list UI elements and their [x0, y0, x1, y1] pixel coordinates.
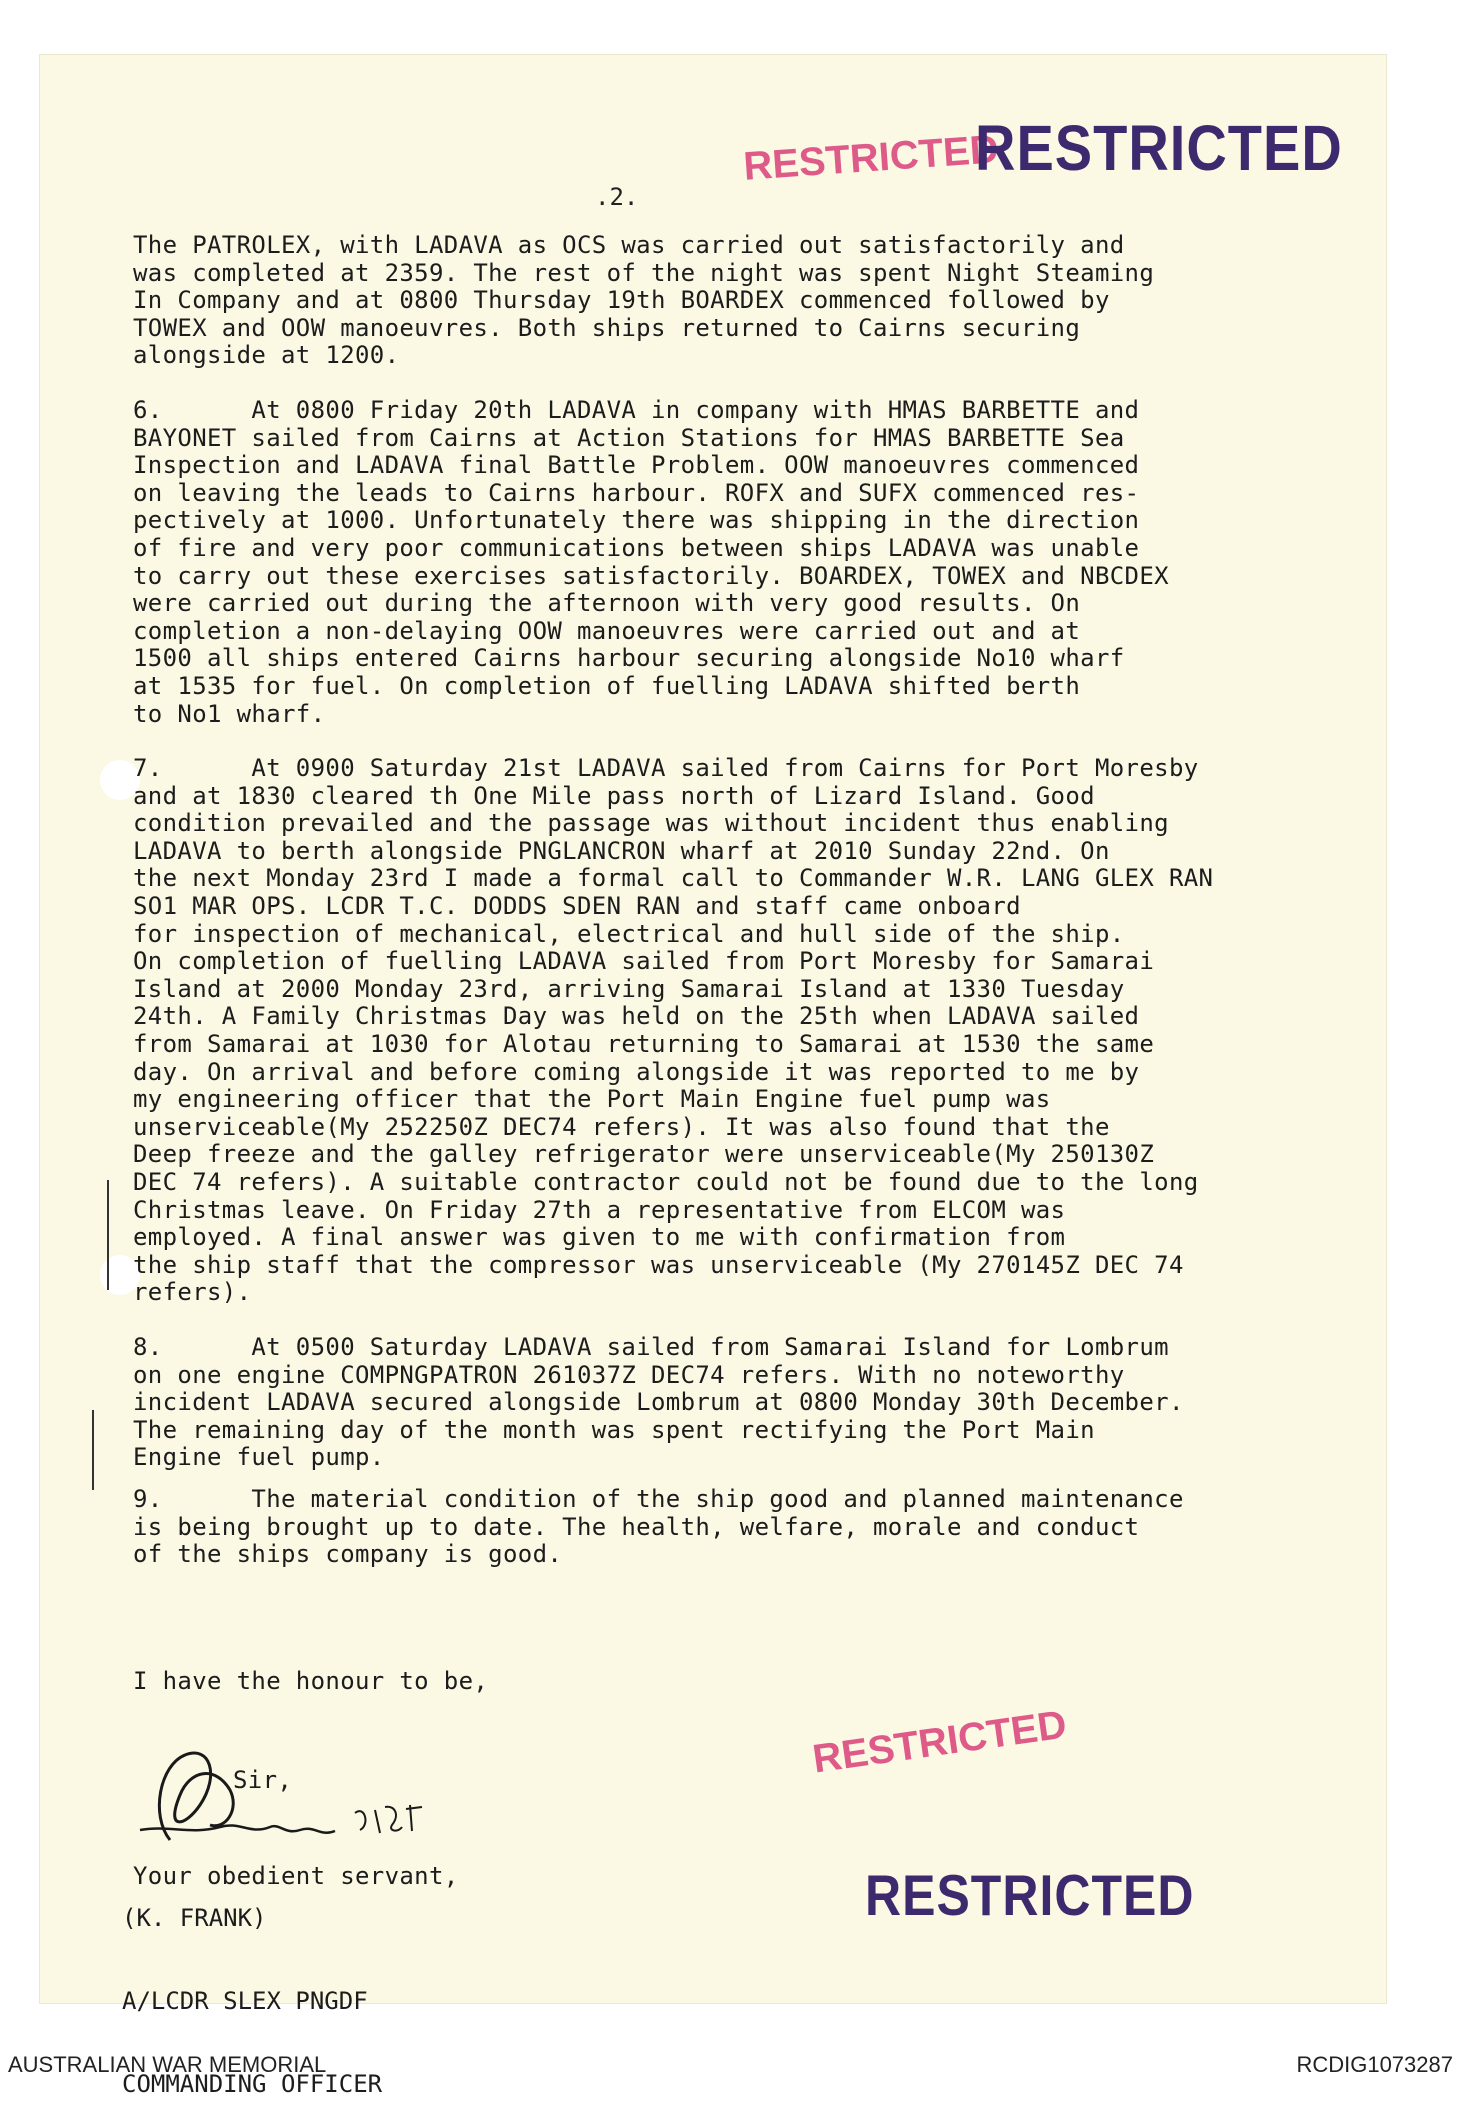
- restricted-stamp-bottom: RESTRICTED: [865, 1863, 1195, 1928]
- signatory-rank: A/LCDR SLEX PNGDF: [122, 1986, 368, 2015]
- margin-mark-p7: [107, 1180, 109, 1290]
- paragraph-8: 8. At 0500 Saturday LADAVA sailed from Samarai Island for Lombrum on one engine COMPNGPATRON 261037Z DEC74 refers. With no noteworthy incident LADAVA secured alongside Lombrum at 0800 Monday 30th December. The remaining day of the month was spent rectifying the Port Main Engine fuel pump.: [133, 1332, 1184, 1472]
- closing-line-1: I have the honour to be,: [133, 1666, 489, 1695]
- page-number: .2.: [595, 183, 639, 211]
- closing-line-3: Your obedient servant,: [133, 1861, 459, 1890]
- restricted-stamp-faded-top: RESTRICTED: [742, 127, 1001, 189]
- restricted-stamp-faded-bottom: RESTRICTED: [810, 1702, 1070, 1782]
- closing-salutation: Sir,: [233, 1765, 293, 1794]
- restricted-stamp-top: RESTRICTED: [975, 111, 1343, 184]
- paragraph-7: 7. At 0900 Saturday 21st LADAVA sailed from Cairns for Port Moresby and at 1830 cleared th One Mile pass north of Lizard Island. Good condition prevailed and the passage was without incident thus enabling LADAVA to berth alongside PNGLANCRON wharf at 2010 Sunday 22nd. On the next Monday 23rd I made a formal call to Commander W.R. LANG GLEX RAN SO1 MAR OPS. LCDR T.C. DODDS SDEN RAN and staff came onboard for inspection of mechanical, electrical and hull side of the ship. On completion of fuelling LADAVA sailed from Port Moresby for Samarai Island at 2000 Monday 23rd, arriving Samarai Island at 1330 Tuesday 24th. A Family Christmas Day was held on the 25th when LADAVA sailed from Samarai at 1030 for Alotau returning to Samarai at 1530 the same day. On arrival and before coming alongside it was reported to me by my engineering officer that the Port Main Engine fuel pump was unserviceable(My 252250Z DEC74 refers). It was also found that the Deep freeze and the galley refrigerator were unserviceable(My 250130Z DEC 74 refers). A suitable contractor could not be found due to the long Christmas leave. On Friday 27th a representative from ELCOM was employed. A final answer was given to me with confirmation from the ship staff that the compressor was unserviceable (My 270145Z DEC 74 refers).: [133, 754, 1214, 1307]
- margin-mark-p8: [92, 1410, 94, 1490]
- signature-block: [122, 1850, 382, 2126]
- footer-archive-name: AUSTRALIAN WAR MEMORIAL: [8, 2052, 327, 2077]
- paragraph-9: 9. The material condition of the ship good and planned maintenance is being brought up to date. The health, welfare, morale and conduct of the ships company is good.: [133, 1484, 1184, 1569]
- signatory-name: (K. FRANK): [122, 1904, 267, 1933]
- paragraph-5-continued: The PATROLEX, with LADAVA as OCS was carried out satisfactorily and was completed at 2359. The rest of the night was spent Night Steaming In Company and at 0800 Thursday 19th BOARDEX commenced followed by TOWEX and OOW manoeuvres. Both ships returned to Cairns securing alongside at 1200.: [133, 231, 1155, 370]
- footer-record-id: RCDIG1073287: [1296, 2052, 1453, 2077]
- paragraph-6: 6. At 0800 Friday 20th LADAVA in company with HMAS BARBETTE and BAYONET sailed from Cairns at Action Stations for HMAS BARBETTE Sea Inspection and LADAVA final Battle Problem. OOW manoeuvres commenced on leaving the leads to Cairns harbour. ROFX and SUFX commenced res- pectively at 1000. Unfortunately there was shipping in the direction of fire and very poor communications between ships LADAVA was unable to carry out these exercises satisfactorily. BOARDEX, TOWEX and NBCDEX were carried out during the afternoon with very good results. On completion a non-delaying OOW manoeuvres were carried out and at 1500 all ships entered Cairns harbour securing alongside No10 wharf at 1535 for fuel. On completion of fuelling LADAVA shifted berth to No1 wharf.: [133, 395, 1169, 728]
- letter-body: [133, 232, 1363, 1958]
- handwritten-signature: [130, 1735, 430, 1855]
- signatory-title: COMMANDING OFFICER: [122, 2069, 383, 2098]
